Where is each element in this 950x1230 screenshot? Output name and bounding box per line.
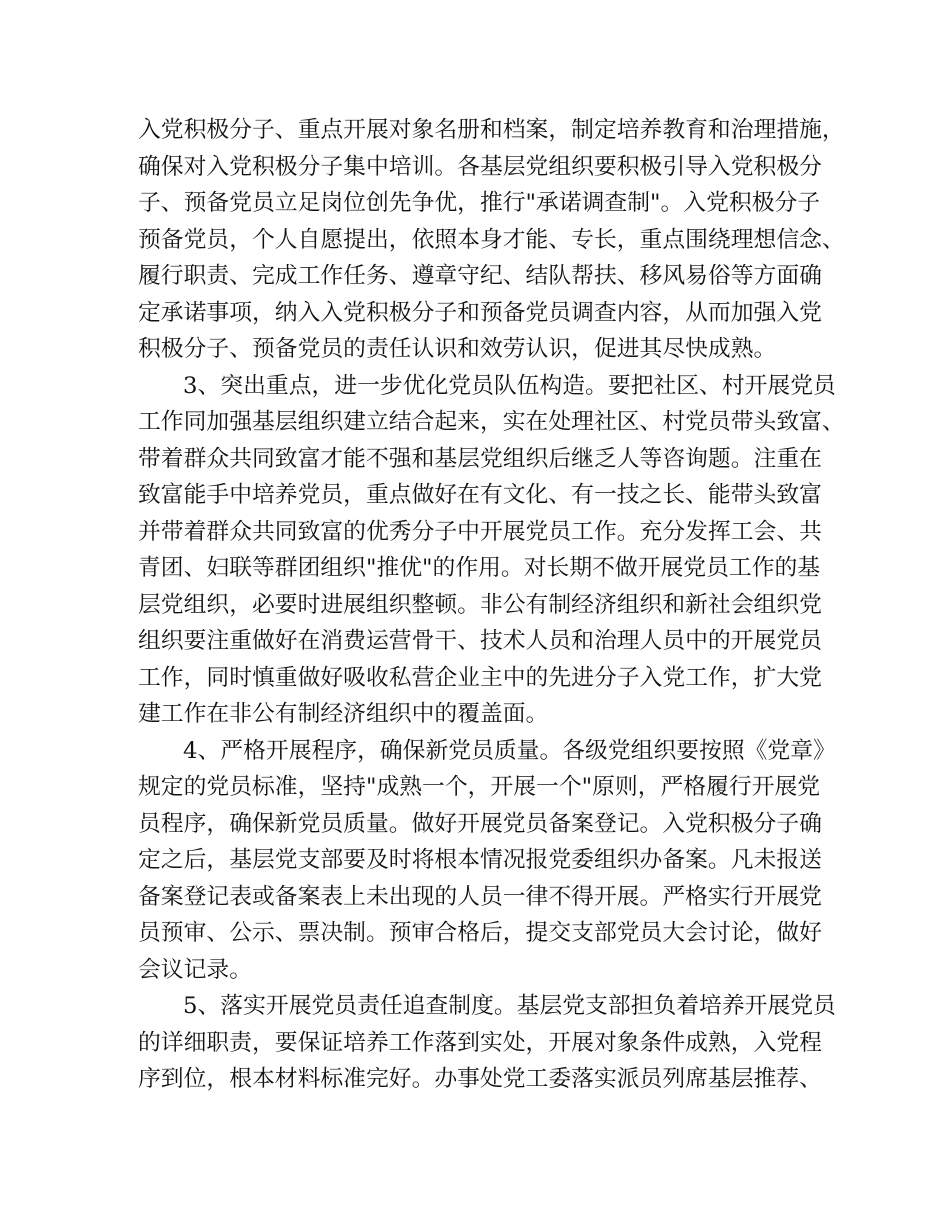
text-line: 备案登记表或备案表上未出现的人员一律不得开展。严格实行开展党	[138, 883, 822, 910]
paragraph-first-line: 5、落实开展党员责任追查制度。基层党支部担负着培养开展党员	[183, 993, 836, 1019]
text-line: 组织要注重做好在消费运营骨干、技术人员和治理人员中的开展党员	[138, 628, 822, 654]
text-line: 青团、妇联等群团组织"推优"的作用。对长期不做开展党员工作的基	[138, 555, 821, 581]
text-line: 员程序，确保新党员质量。做好开展党员备案登记。入党积极分子确	[138, 810, 822, 837]
text-line: 工作同加强基层组织建立结合起来，实在处理社区、村党员带头致富、	[138, 409, 845, 435]
text-line: 子、预备党员立足岗位创先争优，推行"承诺调查制"。入党积极分子	[138, 190, 821, 216]
text-line: 层党组织，必要时进展组织整顿。非公有制经济组织和新社会组织党	[138, 591, 822, 618]
text-line: 定承诺事项，纳入入党积极分子和预备党员调查内容，从而加强入党	[138, 299, 822, 326]
text-line: 带着群众共同致富才能不强和基层党组织后继乏人等咨询题。注重在	[138, 445, 822, 472]
text-line: 规定的党员标准，坚持"成熟一个，开展一个"原则，严格履行开展党	[138, 774, 821, 800]
document-body	[138, 112, 845, 1098]
text-line: 致富能手中培养党员，重点做好在有文化、有一技之长、能带头致富	[138, 482, 822, 508]
text-line: 会议记录。	[138, 956, 252, 983]
text-line: 履行职责、完成工作任务、遵章守纪、结队帮扶、移风易俗等方面确	[138, 263, 822, 289]
text-line: 序到位，根本材料标准完好。办事处党工委落实派员列席基层推荐、	[138, 1066, 822, 1092]
text-line: 定之后，基层党支部要及时将根本情况报党委组织办备案。凡未报送	[138, 847, 822, 873]
text-line: 确保对入党积极分子集中培训。各基层党组织要积极引导入党积极分	[138, 153, 822, 180]
text-line: 预备党员，个人自愿提出，依照本身才能、专长，重点围绕理想信念、	[138, 226, 845, 253]
text-line: 员预审、公示、票决制。预审合格后，提交支部党员大会讨论，做好	[138, 920, 822, 946]
text-line: 入党积极分子、重点开展对象名册和档案，制定培养教育和治理措施，	[138, 117, 845, 143]
text-line: 的详细职责，要保证培养工作落到实处，开展对象条件成熟，入党程	[138, 1029, 822, 1056]
text-line: 并带着群众共同致富的优秀分子中开展党员工作。充分发挥工会、共	[138, 518, 822, 545]
text-line: 工作，同时慎重做好吸收私营企业主中的先进分子入党工作，扩大党	[138, 664, 822, 691]
paragraph-first-line: 4、严格开展程序，确保新党员质量。各级党组织要按照《党章》	[183, 737, 836, 764]
text-line: 积极分子、预备党员的责任认识和效劳认识，促进其尽快成熟。	[138, 336, 777, 362]
paragraph-first-line: 3、突出重点，进一步优化党员队伍构造。要把社区、村开展党员	[183, 372, 836, 399]
text-line: 建工作在非公有制经济组织中的覆盖面。	[138, 701, 549, 727]
